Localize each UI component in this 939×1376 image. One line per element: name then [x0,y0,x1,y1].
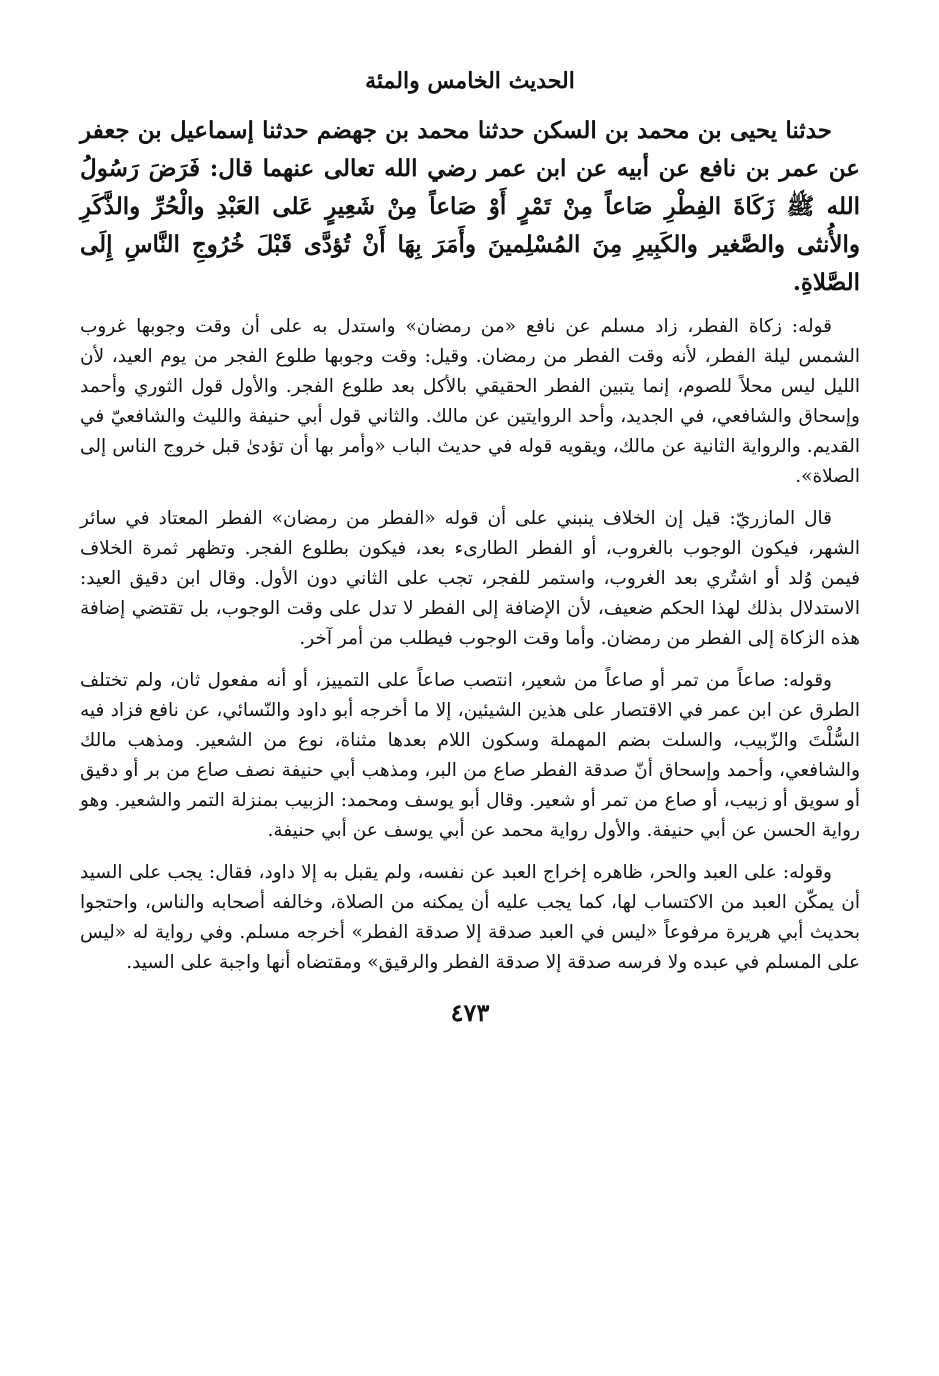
commentary-paragraph-4: وقوله: على العبد والحر، ظاهره إخراج العبد عن نفسه، ولم يقبل به إلا داود، فقال: يجب على السيد أن يمكّن العبد من الاكتساب لها، كما يجب عليه أن يمكنه من الصلاة، وخالفه أصحابه والناس، واحتجوا بحديث أبي هريرة مرفوعاً «ليس في العبد صدقة إلا صدقة الفطر» أخرجه مسلم. وفي رواية له «ليس على المسلم في عبده ولا فرسه صدقة إلا صدقة الفطر والرقيق» ومقتضاه أنها واجبة على السيد. [80,862,860,973]
page-content [80,64,860,1354]
page-title: الحديث الخامس والمئة [365,68,575,94]
commentary-paragraph-1: قوله: زكاة الفطر، زاد مسلم عن نافع «من رمضان» واستدل به على أن وقت وجوبها غروب الشمس ليلة الفطر، لأنه وقت الفطر من رمضان. وقيل: وقت وجوبها طلوع الفجر من يوم العيد، لأن الليل ليس محلاً للصوم، إنما يتبين الفطر الحقيقي بالأكل بعد طلوع الفجر. والأول قول الثوري وأحمد وإسحاق والشافعي، في الجديد، وأحد الروايتين عن مالك. والثاني قول أبي حنيفة والليث والشافعيّ في القديم. والرواية الثانية عن مالك، ويقويه قوله في حديث الباب «وأمر بها أن تؤدىٰ قبل خروج الناس إلى الصلاة». [80,316,860,487]
commentary-paragraph-3: وقوله: صاعاً من تمر أو صاعاً من شعير، انتصب صاعاً على التمييز، أو أنه مفعول ثان، ولم تختلف الطرق عن ابن عمر في الاقتصار على هذين الشيئين، إلا ما أخرجه أبو داود والنّسائي، عن نافع فزاد فيه السُّلْتَ والزّبيب، والسلت بضم المهملة وسكون اللام بعدها مثناة، نوع من الشعير. ومذهب مالك والشافعي، وأحمد وإسحاق أنّ صدقة الفطر صاع من البر، ومذهب أبي حنيفة نصف صاع من بر أو دقيق أو سويق أو زبيب، أو صاع من تمر أو شعير. وقال أبو يوسف ومحمد: الزبيب بمنزلة التمر والشعير. وهو رواية الحسن عن أبي حنيفة. والأول رواية محمد عن أبي يوسف عن أبي حنيفة. [80,670,860,841]
commentary-paragraph-2: قال المازريّ: قيل إن الخلاف ينبني على أن قوله «الفطر من رمضان» الفطر المعتاد في سائر الشهر، فيكون الوجوب بالغروب، أو الفطر الطارىء بعد، فيكون بطلوع الفجر. وتظهر ثمرة الخلاف فيمن وُلد أو اشتُري بعد الغروب، واستمر للفجر، تجب على الثاني دون الأول. وقال ابن دقيق العيد: الاستدلال بذلك لهذا الحكم ضعيف، لأن الإضافة إلى الفطر لا تدل على وقت الوجوب، بل تقتضي إضافة هذه الزكاة إلى الفطر من رمضان. وأما وقت الوجوب فيطلب من أمر آخر. [80,508,860,649]
page-number: ٤٧٣ [450,998,490,1027]
hadith-text: حدثنا يحيى بن محمد بن السكن حدثنا محمد بن جهضم حدثنا إسماعيل بن جعفر عن عمر بن نافع عن أبيه عن ابن عمر رضي الله تعالى عنهما قال: فَرَضَ رَسُولُ الله ﷺ زَكَاةَ الفِطْرِ صَاعاً مِنْ تَمْرٍ أَوْ صَاعاً مِنْ شَعِيرٍ عَلى العَبْدِ والْحُرِّ والذَّكَرِ والأُنثى والصَّغير والكَبِيرِ مِنَ المُسْلِمينَ وأَمَرَ بِهَا أَنْ تُؤدَّى قَبْلَ خُرُوجِ النَّاسِ إِلَى الصَّلاةِ. [80,117,860,296]
